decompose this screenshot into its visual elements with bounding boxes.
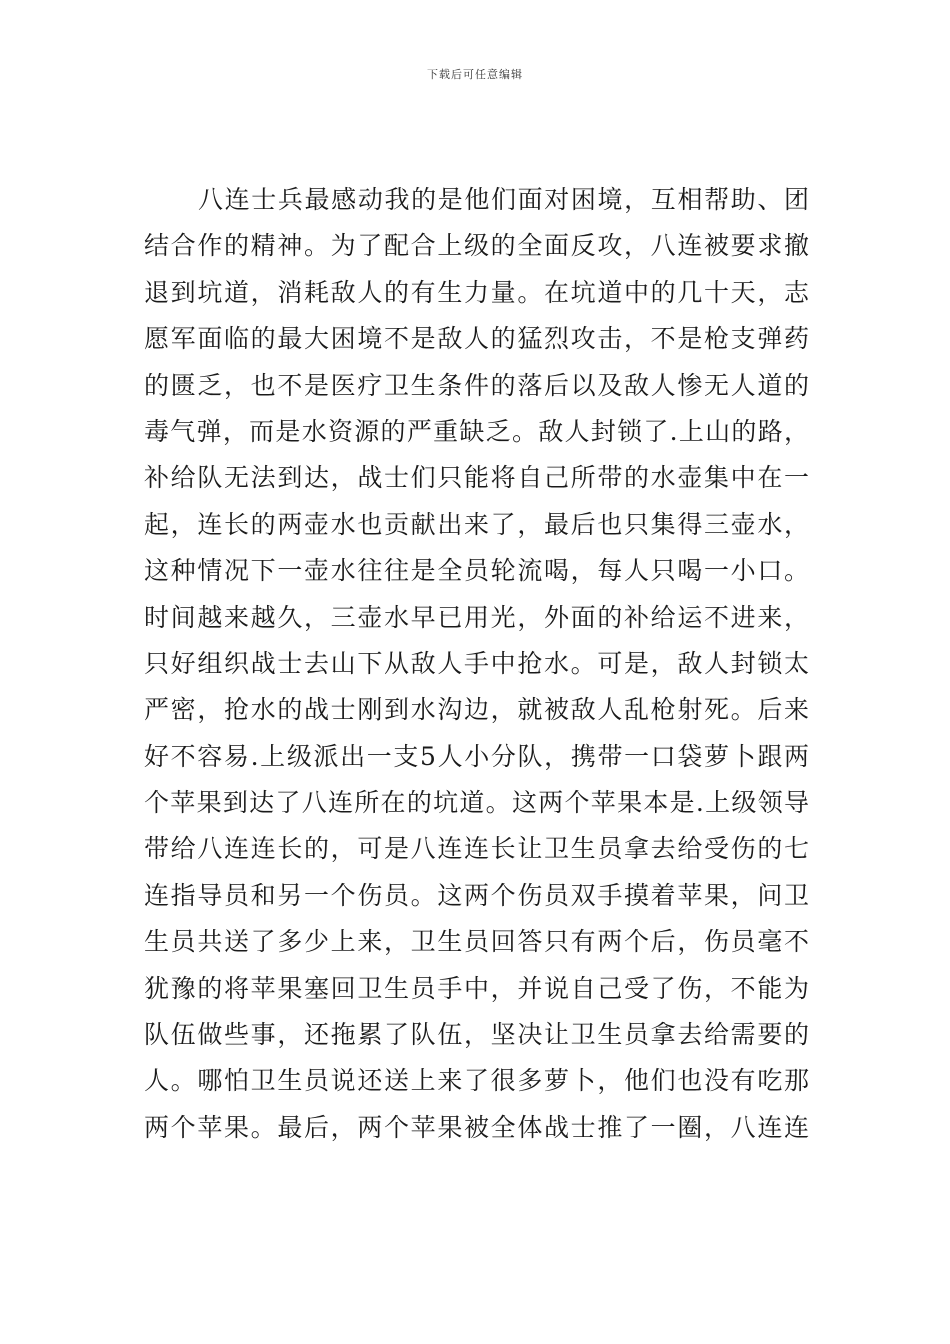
- paragraph-line: 毒气弹，而是水资源的严重缺乏。敌人封锁了.上山的路，: [144, 416, 809, 446]
- paragraph-line: 生员共送了多少上来，卫生员回答只有两个后，伤员毫不: [144, 927, 809, 957]
- paragraph-line: 严密，抢水的战士刚到水沟边，就被敌人乱枪射死。后来: [144, 695, 809, 725]
- paragraph-line: 只好组织战士去山下从敌人手中抢水。可是，敌人封锁太: [144, 648, 809, 678]
- paragraph-line: 时间越来越久，三壶水早已用光，外面的补给运不进来，: [144, 602, 809, 632]
- paragraph-line: 退到坑道，消耗敌人的有生力量。在坑道中的几十天，志: [144, 277, 809, 307]
- paragraph-line: 个苹果到达了八连所在的坑道。这两个苹果本是.上级领导: [144, 788, 809, 818]
- document-body: [144, 177, 809, 1151]
- paragraph-line: 愿军面临的最大困境不是敌人的猛烈攻击，不是枪支弹药: [144, 324, 809, 354]
- paragraph-line: 八连士兵最感动我的是他们面对困境，互相帮助、团: [198, 185, 809, 214]
- paragraph-line: 好不容易.上级派出一支5人小分队，携带一口袋萝卜跟两: [144, 741, 809, 771]
- paragraph-line: 人。哪怕卫生员说还送上来了很多萝卜，他们也没有吃那: [144, 1066, 809, 1096]
- page-header: 下载后可任意编辑: [427, 68, 523, 81]
- paragraph-line: 带给八连连长的，可是八连连长让卫生员拿去给受伤的七: [144, 834, 809, 864]
- paragraph-line: 补给队无法到达，战士们只能将自己所带的水壶集中在一: [144, 463, 809, 493]
- paragraph-line: 的匮乏，也不是医疗卫生条件的落后以及敌人惨无人道的: [144, 370, 809, 400]
- paragraph-line: 犹豫的将苹果塞回卫生员手中，并说自己受了伤，不能为: [144, 973, 809, 1003]
- paragraph-line: 两个苹果。最后，两个苹果被全体战士推了一圈，八连连: [144, 1112, 809, 1142]
- paragraph-line: 起，连长的两壶水也贡献出来了，最后也只集得三壶水，: [144, 509, 809, 539]
- paragraph-line: 结合作的精神。为了配合上级的全面反攻，八连被要求撤: [144, 231, 809, 261]
- paragraph-line: 连指导员和另一个伤员。这两个伤员双手摸着苹果，问卫: [144, 880, 809, 910]
- paragraph-line: 这种情况下一壶水往往是全员轮流喝，每人只喝一小口。: [144, 556, 809, 586]
- paragraph-line: 队伍做些事，还拖累了队伍，坚决让卫生员拿去给需要的: [144, 1020, 809, 1050]
